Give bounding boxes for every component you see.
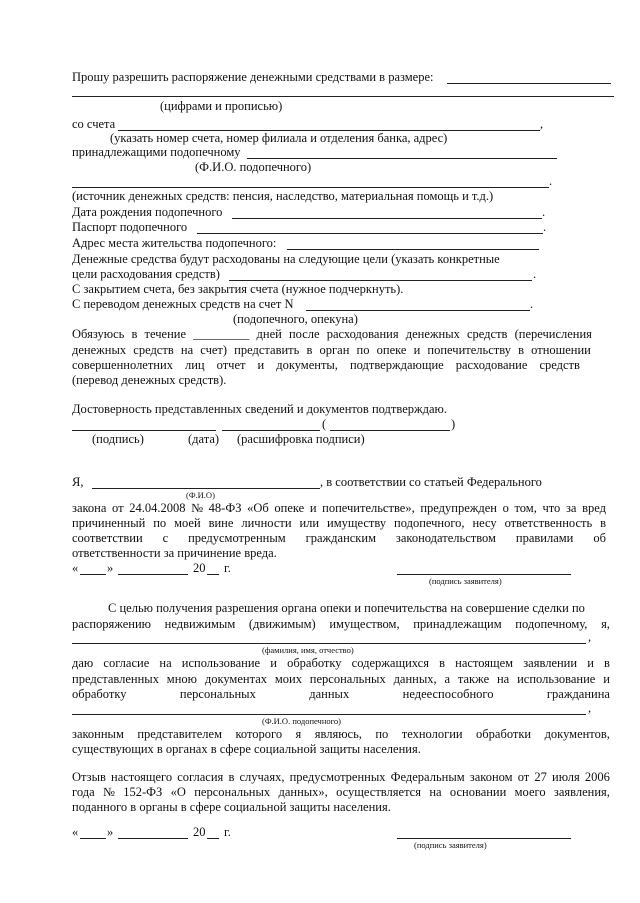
- consent-line-2: распоряжению недвижимым (движимым) имуществом, принадлежащим подопечному, я,: [72, 617, 610, 631]
- revoke-line-2: года № 152-ФЗ «О персональных данных», осуществляется на основании моего заявления,: [72, 785, 610, 799]
- account-label: со счета: [72, 117, 116, 131]
- date-hint: (дата): [188, 432, 220, 446]
- revoke-sign-hint: (подпись заявителя): [414, 840, 487, 850]
- liability-year-field-line[interactable]: [207, 574, 219, 575]
- consent-line-3: даю согласие на использование и обработку содержащихся в настоящем заявлении и в: [72, 656, 610, 670]
- consent-name-hint: (фамилия, имя, отчество): [262, 645, 354, 655]
- dob-field-line[interactable]: [232, 218, 542, 219]
- signature-decode-field-line[interactable]: [330, 430, 450, 431]
- liability-line-3: соответствии с предусмотренным гражданским законодательством правилами об: [72, 531, 606, 545]
- revoke-signature-field-line[interactable]: [397, 838, 571, 839]
- decode-hint: (расшифровка подписи): [237, 432, 365, 446]
- obligation-line-1: Обязуюсь в течение _________ дней после расходования денежных средств (перечисления: [72, 327, 592, 341]
- amount-field-line[interactable]: [447, 83, 611, 84]
- amount-field-line-2[interactable]: [72, 96, 614, 97]
- belonging-label: принадлежащими подопечному: [72, 145, 241, 159]
- ward-name-field-line[interactable]: [247, 158, 557, 159]
- revoke-line-3: поданного в органы в сфере социальной защиты населения.: [72, 800, 391, 814]
- close-option-text: С закрытием счета, без закрытия счета (нужное подчеркнуть).: [72, 282, 404, 296]
- account-hint: (указать номер счета, номер филиала и отделения банка, адрес): [110, 131, 448, 145]
- liability-sign-hint: (подпись заявителя): [429, 576, 502, 586]
- address-label: Адрес места жительства подопечного:: [72, 236, 277, 250]
- source-field-line[interactable]: [72, 187, 549, 188]
- liability-day-field-line[interactable]: [80, 574, 106, 575]
- address-field-line[interactable]: [287, 249, 539, 250]
- consent-ward-field-line[interactable]: [72, 714, 586, 715]
- consent-line-7: существующих в органах в сфере социальной защиты населения.: [72, 742, 421, 756]
- liability-according: , в соответствии со статьей Федерального: [320, 475, 542, 489]
- confirm-text: Достоверность представленных сведений и документов подтверждаю.: [72, 402, 447, 416]
- passport-label: Паспорт подопечного: [72, 220, 188, 234]
- signature-field-line[interactable]: [72, 430, 216, 431]
- purpose-label-1: Денежные средства будут расходованы на следующие цели (указать конкретные: [72, 252, 500, 266]
- obligation-line-4: (перевод денежных средств).: [72, 373, 227, 387]
- consent-line-4: представленных мною документах моих персональных данных, а также на использование и: [72, 672, 610, 686]
- obligation-line-3: совершеннолетних лиц отчет и документы, подтверждающие расходование средств: [72, 358, 580, 372]
- amount-hint: (цифрами и прописью): [160, 99, 283, 113]
- revoke-day-field-line[interactable]: [80, 838, 106, 839]
- liability-name-field-line[interactable]: [92, 488, 320, 489]
- purpose-field-line[interactable]: [229, 280, 532, 281]
- transfer-hint: (подопечного, опекуна): [233, 312, 358, 326]
- passport-field-line[interactable]: [197, 233, 543, 234]
- transfer-account-field-line[interactable]: [306, 310, 530, 311]
- signature-hint: (подпись): [92, 432, 144, 446]
- dob-label: Дата рождения подопечного: [72, 205, 223, 219]
- ward-name-hint: (Ф.И.О. подопечного): [195, 160, 312, 174]
- request-amount-label: Прошу разрешить распоряжение денежными средствами в размере:: [72, 70, 434, 84]
- application-form-page: Прошу разрешить распоряжение денежными средствами в размере: (цифрами и прописью) со счета , (указать номер счета, номер филиала и отделения банка, адрес) принадлежащими подопечному (Ф.И.О. подопечного) . (источник денежных средств: пенсия, наследство, материальная помощь и т.д.) Дата рождения подопечного . Паспорт подопечного . Адрес места жительства подопечного: Денежные средства будут расходованы на следующие цели (указать конкретные цели расходования средств) . С закрытием счета, без закрытия счета (нужное подчеркнуть). С переводом денежных средств на счет N . (подопечного, опекуна) Обязуюсь в течение _________ дней после расходования денежных средств (перечисления денежных средств на счет) представить в орган по опеке и попечительству в отношении совершеннолетних лиц отчет и документы, подтверждающие расходование средств (перевод денежных средств). Достоверность представленных сведений и документов подтверждаю. ( ) (подпись) (дата) (расшифровка подписи) Я, , в соответствии со статьей Федерального (Ф.И.О) закона от 24.04.2008 № 48-ФЗ «Об опеке и попечительстве», предупрежден о том, что за вред причиненный по моей вине личности или имуществу подопечного, несу ответственность в соответствии с предусмотренным гражданским законодательством правилами об ответственности за причинение вреда. « » 20 г. (подпись заявителя) С целью получения разрешения органа опеки и попечительства на совершение сделки по распоряжению недвижимым (движимым) имуществом, принадлежащим подопечному, я, , (фамилия, имя, отчество) даю согласие на использование и обработку содержащихся в настоящем заявлении и в представленных мною документах моих персональных данных, а также на использование и обработку персональных данных недееспособного гражданина , (Ф.И.О. подопечного) законным представителем которого я являюсь, по технологии обработки документов, существующих в органах в сфере социальной защиты населения. Отзыв настоящего согласия в случаях, предусмотренных Федеральным законом от 27 июля 2006 года № 152-ФЗ «О персональных данных», осуществляется на основании моего заявления, поданного в органы в сфере социальной защиты населения. « » 20 г. (подпись заявителя): [0, 0, 640, 903]
- liability-line-2: причиненный по моей вине личности или имуществу подопечного, несу ответственность в: [72, 516, 606, 530]
- liability-month-field-line[interactable]: [118, 574, 188, 575]
- consent-line-1: С целью получения разрешения органа опеки и попечительства на совершение сделки по: [108, 601, 585, 615]
- liability-line-1: закона от 24.04.2008 № 48-ФЗ «Об опеке и попечительстве», предупрежден о том, что за вред: [72, 501, 606, 515]
- transfer-label: С переводом денежных средств на счет N: [72, 297, 294, 311]
- consent-line-6: законным представителем которого я являюсь, по технологии обработки документов,: [72, 727, 610, 741]
- revoke-month-field-line[interactable]: [118, 838, 188, 839]
- liability-signature-field-line[interactable]: [397, 574, 571, 575]
- consent-line-5: обработку персональных данных недееспособного гражданина: [72, 687, 610, 701]
- revoke-line-1: Отзыв настоящего согласия в случаях, предусмотренных Федеральным законом от 27 июля 2006: [72, 770, 610, 784]
- purpose-label-2: цели расходования средств): [72, 267, 220, 281]
- obligation-line-2: денежных средств на счет) представить в орган по опеке и попечительству в отношении: [72, 343, 591, 357]
- revoke-year-field-line[interactable]: [207, 838, 219, 839]
- consent-name-field-line[interactable]: [72, 643, 586, 644]
- liability-fio-hint: (Ф.И.О): [186, 490, 215, 500]
- consent-ward-hint: (Ф.И.О. подопечного): [262, 716, 341, 726]
- date-field-line[interactable]: [222, 430, 320, 431]
- liability-last-line: ответственности за причинение вреда.: [72, 546, 277, 560]
- liability-ya: Я,: [72, 475, 84, 489]
- source-hint: (источник денежных средств: пенсия, наследство, материальная помощь и т.д.): [72, 189, 494, 203]
